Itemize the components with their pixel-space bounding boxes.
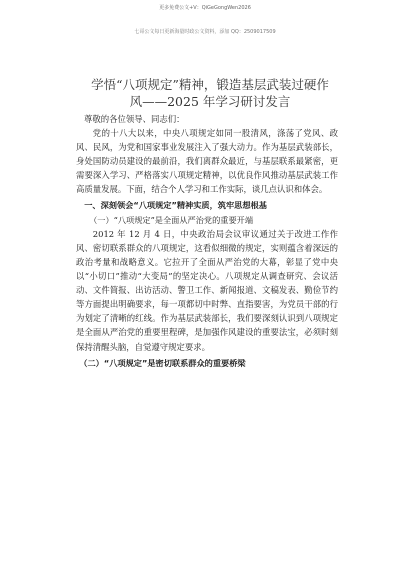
salutation: 尊敬的各位领导、同志们： — [84, 114, 185, 124]
notice-line: 七哥公文每日更新海量时政公文资料，添加 QQ：2509017509 — [134, 29, 276, 35]
top-note: 更多免费公文+V：QiGeGongWen2026 — [159, 4, 251, 11]
title-line-2: 风——2025 年学习研讨发言 — [129, 94, 291, 109]
subheading-2: （二）“八项规定”是密切联系群众的重要桥梁 — [79, 357, 246, 368]
paragraph-2: 2012 年 12 月 4 日，中央政治局会议审议通过关于改进工作作风、密切联系群众的八项规定，这看似细微的规定，实则蕴含着深远的政治考量和战略意义。它拉开了全面从严治党的大幕，彰显了党中央以“小切口”推动“大变局”的坚定决心。八项规定从调查研究、会议活动、文件简报、出访活动、警卫工作、新闻报道、文稿发表、勤俭节约等方面提出明确要求，每一项都切中时弊、直指要害，为党员干部的行为划定了清晰的红线。作为基层武装部长，我们要深刻认识到八项规定是全面从严治党的重要里程碑，是加强作风建设的重要法宝，必须时刻保持清醒头脑，自觉遵守规定要求。 — [76, 228, 338, 352]
subheading-1: （一）“八项规定”是全面从严治党的重要开端 — [89, 214, 254, 225]
title-line-1: 学悟“八项规定”精神，锻造基层武装过硬作 — [91, 77, 329, 92]
section-heading-1: 一、深刻领会“八项规定”精神实质，筑牢思想根基 — [84, 199, 267, 210]
document-body — [76, 112, 338, 370]
document-title — [55, 76, 365, 110]
paragraph-1: 党的十八大以来，中央八项规定如同一股清风，涤荡了党风、政风、民风，为党和国家事业发展注入了强大动力。作为基层武装部长，身处国防动员建设的最前沿，我们离群众最近，与基层联系最紧密，更需要深入学习、严格落实八项规定精神，以优良作风推动基层武装工作高质量发展。下面，结合个人学习和工作实际，谈几点认识和体会。 — [76, 128, 338, 195]
